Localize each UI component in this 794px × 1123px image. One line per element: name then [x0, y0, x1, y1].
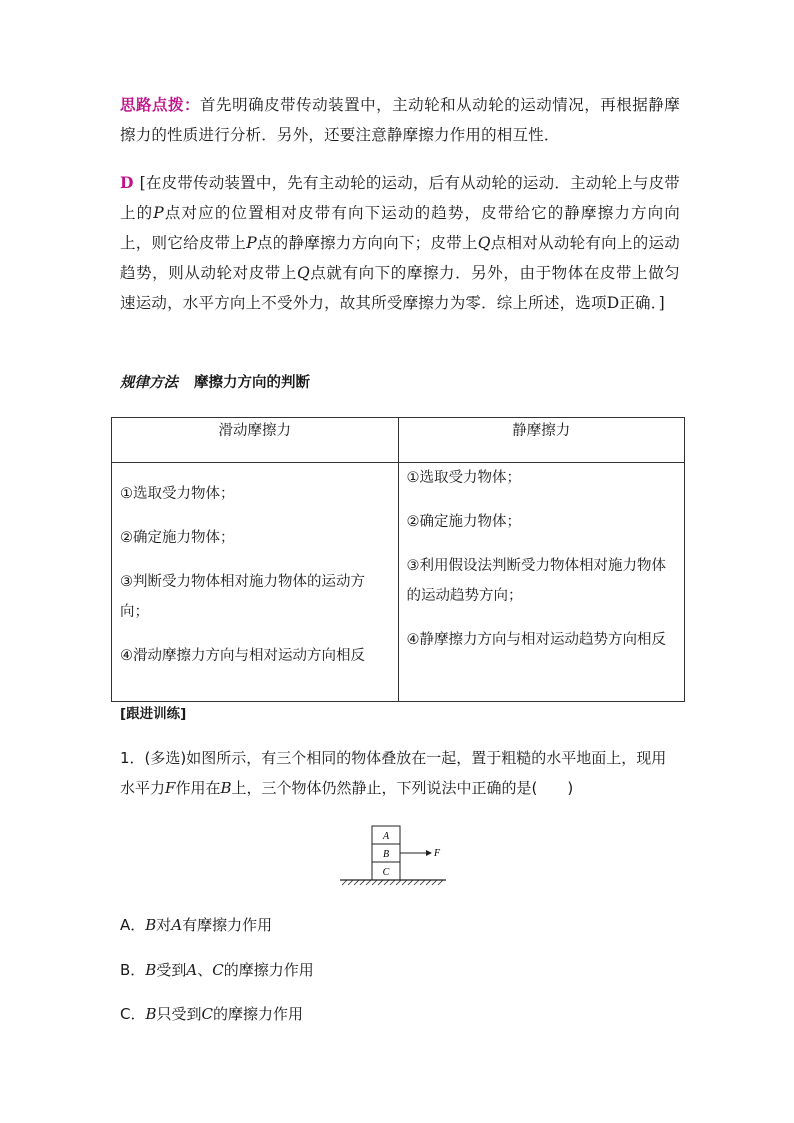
- option-var: A: [186, 961, 198, 979]
- static-friction-cell: [398, 463, 685, 702]
- answer-text: 点对应的位置相对皮带有向下运动的趋势，皮带给它的静摩擦力方向向上，则它给皮带上: [120, 204, 680, 252]
- hint-paragraph: [120, 90, 680, 150]
- list-item: ①选取受力物体；: [120, 486, 235, 502]
- section-title: 摩擦力方向的判断: [194, 374, 310, 391]
- option-b[interactable]: [120, 959, 314, 981]
- option-a[interactable]: [120, 914, 272, 936]
- block-a-label: A: [382, 831, 390, 842]
- option-text: 的摩擦力作用: [223, 961, 314, 979]
- answer-letter: D: [120, 173, 134, 192]
- question-1: [120, 743, 680, 803]
- list-item: ③判断受力物体相对施力物体的运动方向；: [120, 574, 365, 620]
- option-var: B: [145, 961, 157, 979]
- option-text: 、: [197, 961, 213, 979]
- option-var: A: [171, 916, 183, 934]
- force-label: F: [434, 848, 441, 859]
- option-var: C: [212, 961, 224, 979]
- arrow-head-icon: [426, 850, 432, 856]
- question-text: 1．(多选)如图所示，有三个相同的物体叠放在一起，置于粗糙的水平地面上，现用水平力: [120, 749, 667, 797]
- friction-comparison-table: [111, 417, 685, 702]
- option-text: 受到: [156, 961, 187, 979]
- table-header-sliding: 滑动摩擦力: [112, 418, 399, 463]
- block-b-label: B: [382, 849, 390, 860]
- hint-text: 首先明确皮带传动装置中，主动轮和从动轮的运动情况，再根据静摩擦力的性质进行分析．另外，还要注意静摩擦力作用的相互性．: [120, 96, 680, 144]
- answer-text: 点就有向下的摩擦力．另外，由于物体在皮带上做匀速运动，水平方向上不受外力，故其所受摩擦力为零．综上所述，选项D正确．]: [120, 264, 680, 312]
- question-var: F: [165, 779, 176, 797]
- list-item: ④滑动摩擦力方向与相对运动方向相反: [120, 648, 365, 664]
- list-item: ②确定施力物体；: [120, 530, 235, 546]
- section-heading: [120, 372, 310, 394]
- answer-var: P: [246, 234, 257, 252]
- option-c[interactable]: [120, 1003, 303, 1025]
- option-var: B: [145, 916, 157, 934]
- option-text: 有摩擦力作用: [182, 916, 273, 934]
- question-var: B: [220, 779, 232, 797]
- table-header-static: 静摩擦力: [398, 418, 685, 463]
- answer-var: P: [153, 204, 164, 222]
- answer-text: 点的静摩擦力方向向下；皮带上: [256, 234, 478, 252]
- block-c-label: C: [382, 867, 390, 878]
- answer-text: [在皮带传动装置中，先有主动轮的运动，后有从动轮的运动．主动轮上与皮带上的: [120, 174, 680, 222]
- list-item: ①选取受力物体；: [406, 470, 521, 486]
- question-text: 作用在: [175, 779, 221, 797]
- section-tag: 规律方法: [120, 374, 178, 391]
- stacked-blocks-figure: [338, 824, 450, 886]
- option-var: B: [145, 1005, 157, 1023]
- answer-paragraph: [120, 168, 680, 318]
- table-header-row: [112, 418, 685, 463]
- option-var: C: [201, 1005, 214, 1023]
- option-text: 的摩擦力作用: [213, 1005, 304, 1023]
- table-row: [112, 463, 685, 702]
- answer-var: Q: [297, 264, 310, 282]
- question-text: 上，三个物体仍然静止，下列说法中正确的是( ): [231, 779, 574, 797]
- list-item: ④静摩擦力方向与相对运动趋势方向相反: [406, 632, 666, 648]
- ground-hatching: [342, 880, 443, 885]
- hint-label: 思路点拨：: [120, 95, 201, 114]
- option-prefix: C．: [120, 1005, 146, 1023]
- option-prefix: B．: [120, 961, 146, 979]
- answer-text: 点相对从动轮有向上的运动趋势，则从动轮对皮带上: [120, 234, 680, 282]
- list-item: ②确定施力物体；: [406, 514, 521, 530]
- list-item: ③利用假设法判断受力物体相对施力物体的运动趋势方向；: [406, 558, 666, 604]
- option-text: 只受到: [156, 1005, 202, 1023]
- answer-var: Q: [477, 234, 491, 252]
- followup-label: [跟进训练]: [120, 706, 187, 722]
- option-prefix: A．: [120, 916, 146, 934]
- sliding-friction-cell: [112, 463, 399, 702]
- option-text: 对: [156, 916, 172, 934]
